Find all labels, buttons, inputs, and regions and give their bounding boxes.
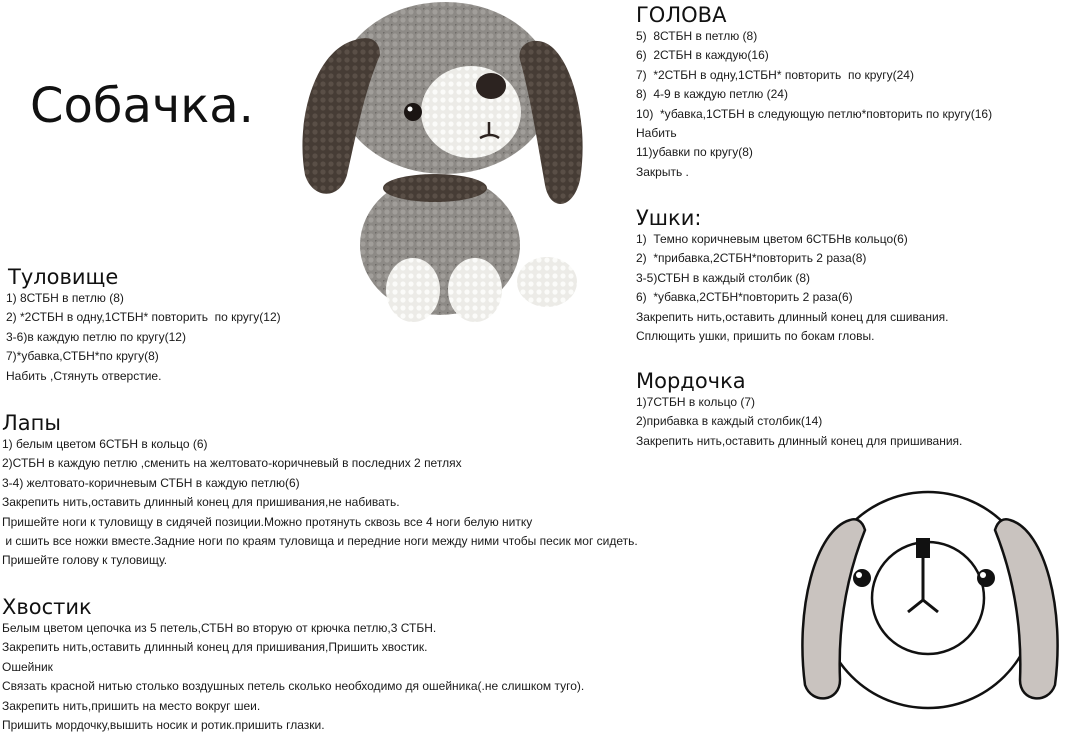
face-diagram	[790, 490, 1070, 715]
instruction-line: Закрепить нить,оставить длинный конец для пришивания,Пришить хвостик.	[2, 640, 428, 655]
instruction-line: Закрепить нить,пришить на место вокруг шеи.	[2, 698, 261, 713]
instruction-line: 1) 8СТБН в петлю (8)	[6, 291, 124, 305]
instruction-line: Набить ,Стянуть отверстие.	[6, 368, 162, 383]
instruction-line: 2) *2СТБН в одну,1СТБН* повторить по кругу(12)	[6, 310, 281, 325]
instruction-line: Белым цветом цепочка из 5 петель,СТБН во вторую от крючка петлю,3 СТБН.	[2, 621, 437, 635]
nose	[916, 538, 930, 558]
section-ushki	[636, 206, 949, 346]
section-tulovishche	[6, 265, 281, 386]
instruction-line: 10) *убавка,1СТБН в следующую петлю*повторить по кругу(16)	[636, 106, 993, 121]
instruction-line: Закрепить нить,оставить длинный конец для пришивания,не набивать.	[2, 495, 400, 510]
instruction-line: и сшить все ножки вместе.Задние ноги по краям туловища и передние ноги между ними чтобы песик мог сидеть.	[2, 534, 638, 549]
instruction-line: 7) *2СТБН в одну,1СТБН* повторить по кругу(24)	[636, 67, 914, 82]
left-eye	[853, 569, 871, 587]
instruction-line: 1)7СТБН в кольцо (7)	[636, 395, 755, 409]
instruction-line: Связать красной нитью столько воздушных петель сколько необходимо дя ошейника(.не слишком туго).	[2, 679, 585, 694]
section-lapy	[2, 411, 638, 571]
instruction-line: 1) Темно коричневым цветом 6СТБНв кольцо(6)	[636, 232, 908, 246]
dog-photo	[295, 0, 585, 335]
section-heading: Мордочка	[636, 369, 746, 393]
instruction-line: 3-6)в каждую петлю по кругу(12)	[6, 329, 186, 344]
instruction-line: Закрыть .	[636, 164, 689, 179]
section-heading: Туловище	[8, 265, 119, 289]
instruction-line: 6) *убавка,2СТБН*повторить 2 раза(6)	[636, 290, 853, 305]
instruction-line: 3-4) желтовато-коричневым СТБН в каждую петлю(6)	[2, 475, 300, 490]
instruction-line: Закрепить нить,оставить длинный конец для пришивания.	[636, 433, 963, 448]
instruction-line: Сплющить ушки, пришить по бокам гловы.	[636, 329, 875, 344]
instruction-line: Пришейте ноги к туловищу в сидячей позиции.Можно протянуть сквозь все 4 ноги белую нитку	[2, 514, 533, 529]
section-khvostik	[2, 595, 584, 735]
crochet-dog-image	[295, 0, 585, 330]
instruction-line: 3-5)СТБН в каждый столбик (8)	[636, 270, 810, 285]
instruction-line: 2)СТБН в каждую петлю ,сменить на желтовато-коричневый в последних 2 петлях	[2, 456, 462, 471]
instruction-line: 1) белым цветом 6СТБН в кольцо (6)	[2, 437, 208, 451]
section-golova	[636, 3, 992, 182]
section-heading: Ушки:	[636, 206, 702, 230]
instruction-line: 5) 8СТБН в петлю (8)	[636, 29, 758, 43]
page-title: Собачка.	[30, 78, 254, 134]
instruction-line: 7)*убавка,СТБН*по кругу(8)	[6, 349, 159, 364]
instruction-line: Пришейте голову к туловищу.	[2, 553, 168, 568]
instruction-line: Закрепить нить,оставить длинный конец для сшивания.	[636, 309, 949, 324]
instruction-line: 6) 2СТБН в каждую(16)	[636, 48, 769, 63]
instruction-line: Пришить мордочку,вышить носик и ротик.пришить глазки.	[2, 718, 325, 733]
instruction-line: 2)прибавка в каждый столбик(14)	[636, 414, 823, 429]
right-eye	[977, 569, 995, 587]
section-heading: ГОЛОВА	[636, 3, 727, 27]
dog-face-diagram	[790, 490, 1070, 710]
muzzle-outline	[872, 542, 984, 654]
section-mordochka	[636, 369, 962, 451]
section-heading: Лапы	[2, 411, 61, 435]
instruction-line: 11)убавки по кругу(8)	[636, 145, 753, 160]
instruction-line: Ошейник	[2, 659, 53, 674]
section-heading: Хвостик	[2, 595, 92, 619]
instruction-line: Набить	[636, 126, 677, 141]
instruction-line: 2) *прибавка,2СТБН*повторить 2 раза(8)	[636, 251, 867, 266]
instruction-line: 8) 4-9 в каждую петлю (24)	[636, 87, 788, 102]
